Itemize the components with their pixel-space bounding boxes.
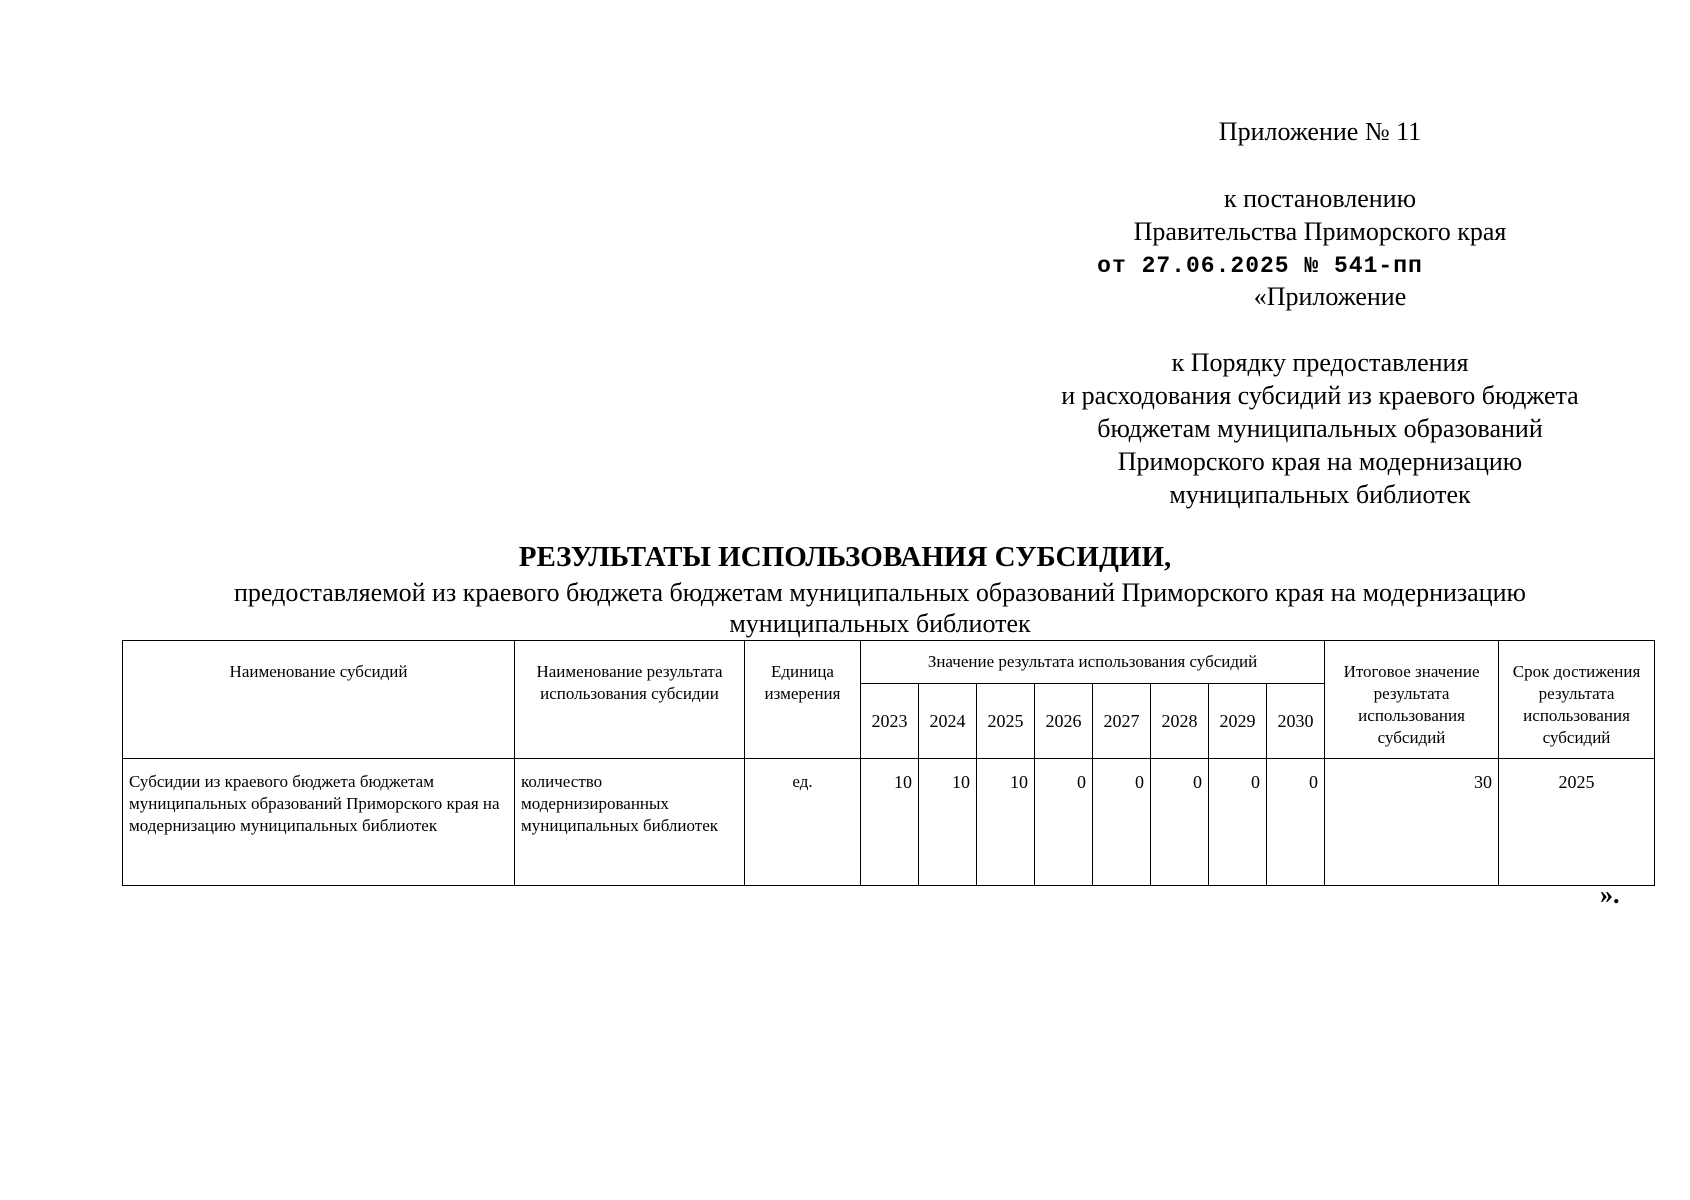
order-line: Приморского края на модернизацию: [1117, 447, 1523, 476]
order-line: и расходования субсидий из краевого бюджета: [1061, 381, 1579, 410]
government-line: Правительства Приморского края: [1133, 217, 1507, 246]
cell-value-2029: 0: [1209, 759, 1267, 886]
subtitle-line: муниципальных библиотек: [729, 609, 1031, 638]
appendix-quote-line: «Приложение: [1253, 282, 1407, 311]
cell-subsidy-name: Субсидии из краевого бюджета бюджетам муниципальных образований Приморского края на модернизацию муниципальных библиотек: [123, 759, 515, 886]
decree-date-number: от 27.06.2025 № 541-пп: [1097, 253, 1423, 279]
order-line: к Порядку предоставления: [1171, 348, 1469, 377]
table-row: [123, 759, 1655, 886]
subtitle-line: предоставляемой из краевого бюджета бюджетам муниципальных образований Приморского края на модернизацию: [234, 578, 1526, 607]
header-result-name: Наименование результата использования субсидии: [515, 641, 745, 759]
header-year: 2030: [1267, 684, 1325, 759]
header-unit: Единица измерения: [745, 641, 861, 759]
cell-value-2025: 10: [977, 759, 1035, 886]
cell-value-2027: 0: [1093, 759, 1151, 886]
document-title: РЕЗУЛЬТАТЫ ИСПОЛЬЗОВАНИЯ СУБСИДИИ,: [518, 541, 1172, 573]
order-line: бюджетам муниципальных образований: [1097, 414, 1543, 443]
header-total: Итоговое значение результата использования субсидий: [1325, 641, 1499, 759]
to-decree-line: к постановлению: [1223, 184, 1417, 213]
document-subtitle: [140, 577, 1620, 639]
order-line: муниципальных библиотек: [1169, 480, 1471, 509]
table-header-row: [123, 641, 1655, 684]
header-subsidy-name: Наименование субсидий: [123, 641, 515, 759]
header-year: 2024: [919, 684, 977, 759]
cell-unit: ед.: [745, 759, 861, 886]
closing-quote-mark: ».: [1600, 880, 1620, 909]
cell-value-2023: 10: [861, 759, 919, 886]
cell-deadline: 2025: [1499, 759, 1655, 886]
cell-value-2024: 10: [919, 759, 977, 886]
header-deadline: Срок достижения результата использования субсидий: [1499, 641, 1655, 759]
decree-reference-block: [1000, 182, 1640, 248]
cell-value-2028: 0: [1151, 759, 1209, 886]
header-year: 2027: [1093, 684, 1151, 759]
order-reference-block: [1000, 346, 1640, 511]
cell-result-name: количество модернизированных муниципальных библиотек: [515, 759, 745, 886]
cell-value-2030: 0: [1267, 759, 1325, 886]
header-year: 2026: [1035, 684, 1093, 759]
header-year: 2029: [1209, 684, 1267, 759]
cell-total: 30: [1325, 759, 1499, 886]
appendix-number: Приложение № 11: [1218, 117, 1422, 146]
cell-value-2026: 0: [1035, 759, 1093, 886]
header-year: 2023: [861, 684, 919, 759]
header-year: 2028: [1151, 684, 1209, 759]
subsidy-results-table: [122, 640, 1655, 886]
header-year: 2025: [977, 684, 1035, 759]
header-values-group: Значение результата использования субсидий: [861, 641, 1325, 684]
